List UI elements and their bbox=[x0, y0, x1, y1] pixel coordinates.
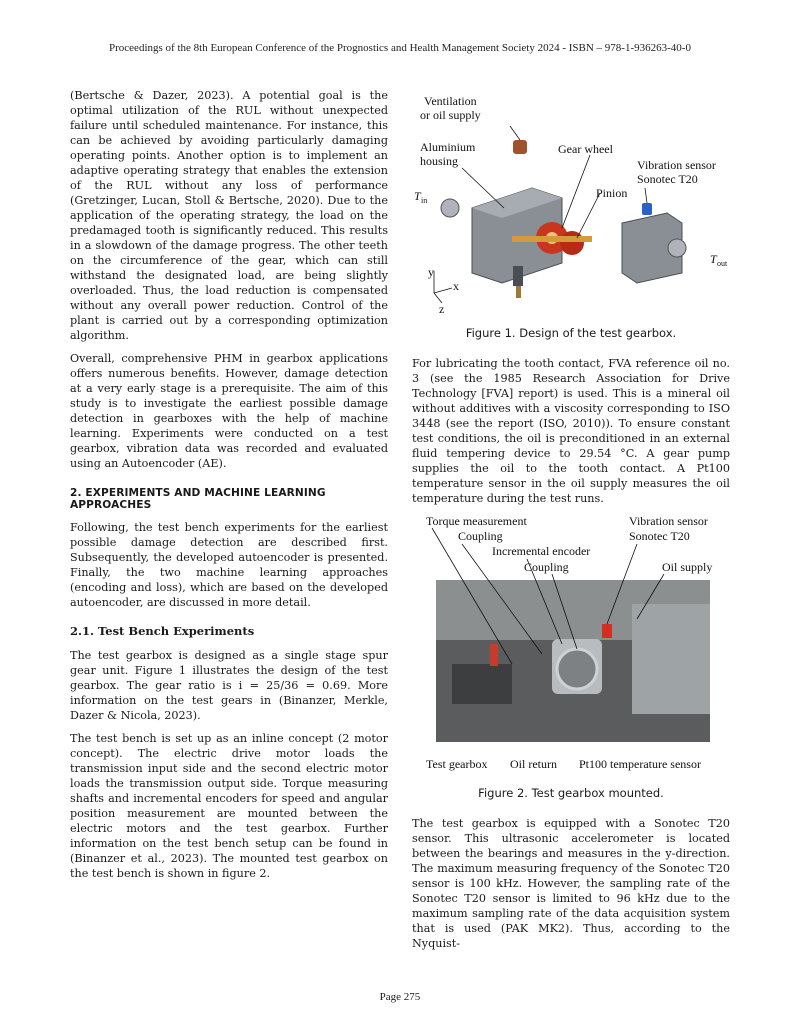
label-test-gearbox: Test gearbox bbox=[426, 757, 488, 771]
paragraph-lubrication: For lubricating the tooth contact, FVA reference oil no. 3 (see the 1985 Research Association for Drive Technology [FVA] report) is used. This is a mineral oil without additives with a viscosity corresponding to ISO 3448 (see the report (ISO, 2010)). To ensure constant test conditions, the oil is preconditioned in an external fluid tempering device to 29.54 °C. A gear pump supplies the oil to the tooth contact. A Pt100 temperature sensor in the oil supply measures the oil temperature during the test runs. bbox=[412, 357, 730, 505]
label-axis-y: y bbox=[428, 265, 434, 279]
figure-1 bbox=[412, 88, 730, 340]
paragraph-following: Following, the test bench experiments for the earliest possible damage detection are described first. Subsequently, the developed autoencoder is presented. Finally, the two machine learning approaches (encoding and loss), which are based on the developed autoencoder, are discussed in more detail. bbox=[70, 521, 388, 609]
label-aluminium: Aluminium bbox=[420, 140, 476, 154]
right-column bbox=[412, 88, 730, 959]
left-column bbox=[70, 88, 388, 889]
subsection-heading-2-1: 2.1. Test Bench Experiments bbox=[70, 624, 255, 638]
label-oil-supply-2: Oil supply bbox=[662, 560, 713, 574]
figure-2-caption: Figure 2. Test gearbox mounted. bbox=[478, 786, 664, 800]
figure-2 bbox=[412, 514, 730, 800]
label-ventilation: Ventilation bbox=[424, 94, 477, 108]
page-number: Page 275 bbox=[379, 991, 421, 1003]
label-sonotec-2: Sonotec T20 bbox=[629, 529, 690, 543]
label-pinion: Pinion bbox=[596, 186, 628, 200]
label-axis-x: x bbox=[453, 279, 459, 293]
label-t-out: T bbox=[710, 252, 717, 266]
label-t-in: T bbox=[414, 189, 421, 203]
paragraph-sonotec: The test gearbox is equipped with a Sonotec T20 sensor. This ultrasonic accelerometer is located between the bearings and measures in the y-direction. The maximum measuring frequency of the Sonotec T20 sensor is 100 kHz. However, the sampling rate of the Sonotec T20 sensor is limited to 96 kHz due to the maximum sampling rate of the data acquisition system that is used (PAK MK2). Thus, according to the Nyquist- bbox=[412, 817, 730, 950]
label-torque: Torque measurement bbox=[426, 514, 527, 528]
paragraph-rul: (Bertsche & Dazer, 2023). A potential goal is the optimal utilization of the RUL without unexpected failure until scheduled maintenance. For instance, this can be achieved by avoiding particularly damaging operating points. Another option is to implement an adaptive operating strategy that enables the extension of the RUL without any loss of performance (Gretzinger, Lucan, Stoll & Bertsche, 2020). Due to the application of the operating strategy, the load on the predamaged tooth is significantly reduced. This results in a slowdown of the damage progress. The other teeth on the circumference of the gear, which can still withstand the designated load, are being slightly overloaded. Thus, the load reduction is compensated without any overall power reduction. Control of the plant is carried out by a corresponding optimization algorithm. bbox=[70, 89, 388, 342]
label-gear-wheel: Gear wheel bbox=[558, 142, 613, 156]
label-encoder: Incremental encoder bbox=[492, 544, 591, 558]
label-t-out-sub: out bbox=[717, 259, 728, 268]
label-oil-return: Oil return bbox=[510, 757, 557, 771]
label-oil-supply: or oil supply bbox=[420, 108, 481, 122]
label-axis-z: z bbox=[439, 302, 445, 316]
label-coupling-1: Coupling bbox=[458, 529, 503, 543]
figure-1-caption: Figure 1. Design of the test gearbox. bbox=[465, 326, 677, 340]
label-t-in-sub: in bbox=[421, 196, 428, 205]
label-pt100: Pt100 temperature sensor bbox=[579, 757, 701, 771]
paragraph-gear-unit: The test gearbox is designed as a single stage spur gear unit. Figure 1 illustrates the design of the test gearbox. The gear ratio is i = 25/36 = 0.69. More information on the test gears in (Binanzer, Merkle, Dazer & Nicola, 2023). bbox=[70, 649, 388, 722]
label-sonotec: Sonotec T20 bbox=[637, 172, 698, 186]
label-vibration: Vibration sensor bbox=[629, 514, 708, 528]
section-heading-2: 2. EXPERIMENTS AND MACHINE LEARNING APPROACHES bbox=[70, 487, 326, 511]
label-vibration-sensor: Vibration sensor bbox=[637, 158, 716, 172]
label-coupling-2: Coupling bbox=[524, 560, 569, 574]
running-header: Proceedings of the 8th European Conference of the Prognostics and Health Management Society 2024 - ISBN – 978-1-936263-40-0 bbox=[109, 42, 691, 54]
paragraph-test-bench: The test bench is set up as an inline concept (2 motor concept). The electric drive motor loads the transmission input side and the second electric motor loads the transmission output side. Torque measuring shafts and incremental encoders for speed and angular position measurement are mounted between the electric motors and the test gearbox. Further information on the test bench setup can be found in (Binanzer et al., 2023). The mounted test gearbox on the test bench is shown in figure 2. bbox=[70, 732, 388, 880]
gearbox-exploded-drawing bbox=[412, 88, 730, 316]
label-housing: housing bbox=[420, 154, 459, 168]
paragraph-overview: Overall, comprehensive PHM in gearbox applications offers numerous benefits. However, damage detection at a very early stage is a prerequisite. The aim of this study is to investigate the earliest possible damage detection in gearboxes with the help of machine learning. Experiments were conducted on a test gearbox, vibration data was recorded and evaluated using an Autoencoder (AE). bbox=[70, 352, 388, 470]
test-bench-photo bbox=[412, 514, 730, 776]
